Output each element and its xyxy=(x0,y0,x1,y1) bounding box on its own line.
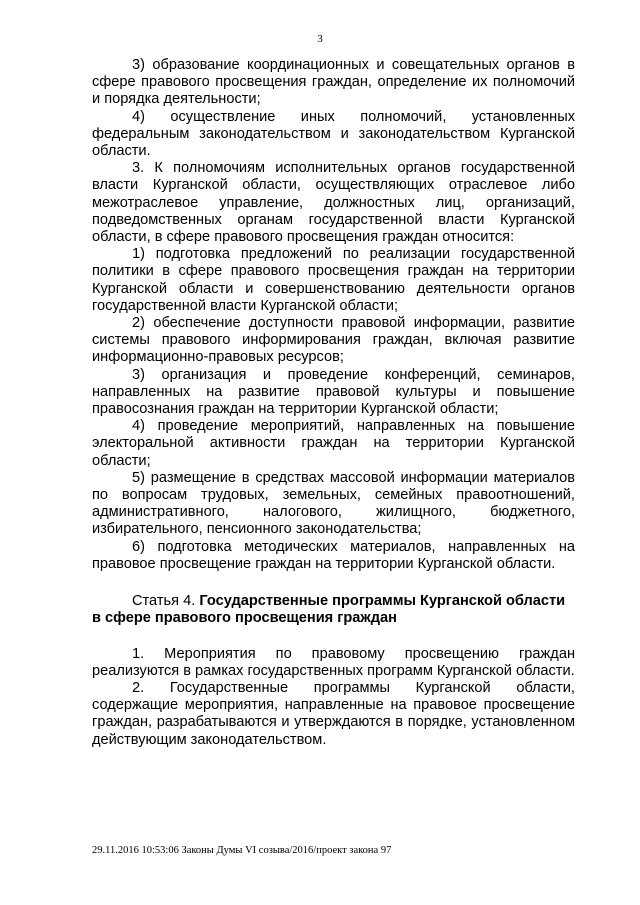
paragraph: 1. Мероприятия по правовому просвещению граждан реализуются в рамках государственных программ Курганской области. xyxy=(92,645,575,679)
document-footer: 29.11.2016 10:53:06 Законы Думы VI созыва/2016/проект закона 97 xyxy=(92,845,392,856)
paragraph: 3) образование координационных и совещательных органов в сфере правового просвещения граждан, определение их полномочий и порядка деятельности; xyxy=(92,57,575,108)
article-prefix: Статья 4. xyxy=(132,593,200,610)
paragraph: 5) размещение в средствах массовой информации материалов по вопросам трудовых, земельных, семейных правоотношений, административного, налогового, жилищного, бюджетного, избирательного, пенсионного законодательства; xyxy=(92,469,575,538)
paragraph: 2) обеспечение доступности правовой информации, развитие системы правового информирования граждан, включая развитие информационно-правовых ресурсов; xyxy=(92,315,575,366)
paragraph: 3. К полномочиям исполнительных органов государственной власти Курганской области, осуществляющих отраслевое либо межотраслевое управление, должностных лиц, организаций, подведомственных органам государственной власти Курганской области, в сфере правового просвещения граждан относится: xyxy=(92,160,575,246)
paragraph: 2. Государственные программы Курганской области, содержащие мероприятия, направленные на правовое просвещение граждан, разрабатываются и утверждаются в порядке, установленном действующим законодательством. xyxy=(92,679,575,748)
paragraph: 1) подготовка предложений по реализации государственной политики в сфере правового просвещения граждан на территории Курганской области и совершенствованию деятельности органов государственной власти Курганской области; xyxy=(92,246,575,314)
article-heading xyxy=(92,593,575,627)
document-body xyxy=(92,57,575,749)
paragraph: 4) осуществление иных полномочий, установленных федеральным законодательством и законодательством Курганской области. xyxy=(92,108,575,160)
page-number: 3 xyxy=(317,33,323,45)
paragraph: 4) проведение мероприятий, направленных на повышение электоральной активности граждан на территории Курганской области; xyxy=(92,418,575,469)
paragraph: 3) организация и проведение конференций, семинаров, направленных на развитие правовой культуры и повышение правосознания граждан на территории Курганской области; xyxy=(92,366,575,418)
paragraph: 6) подготовка методических материалов, направленных на правовое просвещение граждан на территории Курганской области. xyxy=(92,538,575,572)
article-title: Государственные программы Курганской области в сфере правового просвещения граждан xyxy=(92,593,566,627)
